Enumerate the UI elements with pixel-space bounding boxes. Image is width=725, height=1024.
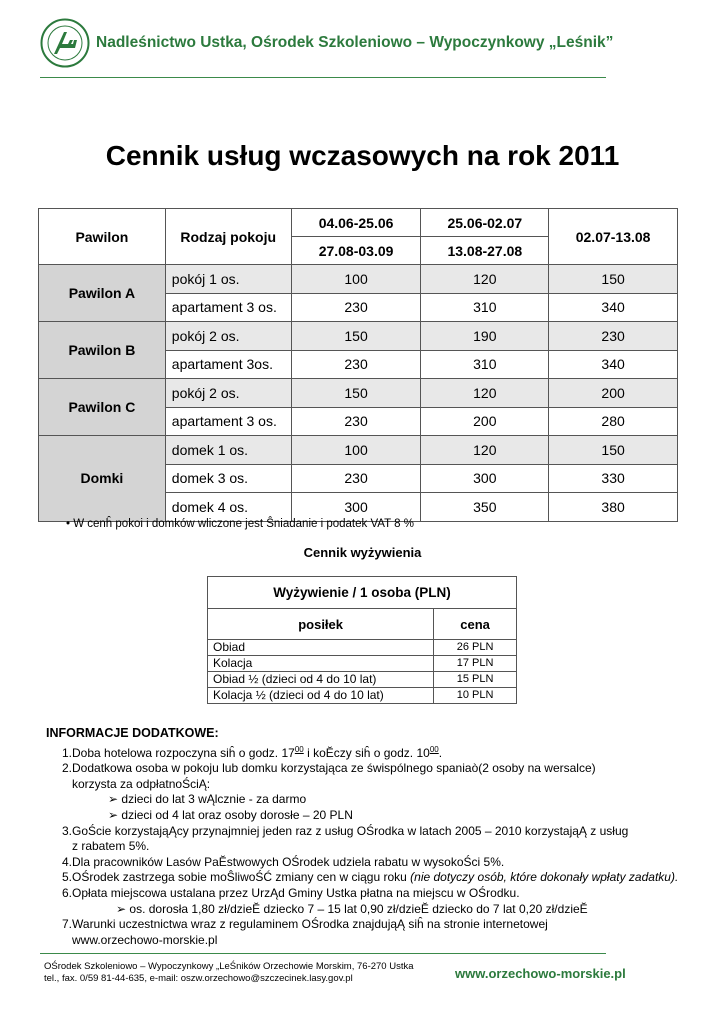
meal-name: Obiad <box>208 640 434 656</box>
meal-col-price: cena <box>434 609 517 640</box>
page-title: Cennik usług wczasowych na rok 2011 <box>105 140 620 171</box>
info-item-1-text: i koĔczy siĥ o godz. 10 <box>303 745 430 760</box>
info-item-6-bullet: ➢ os. dorosła 1,80 zł/dzieĔ dziecko 7 – 15 lat 0,90 zł/dzieĔ dziecko do 7 lat 0,20 zł/dzieĔ <box>116 901 588 916</box>
price-period3: 230 <box>549 322 678 351</box>
room-type: domek 1 os. <box>165 436 291 465</box>
pavilion-name: Pawilon B <box>39 322 166 379</box>
room-type: apartament 3 os. <box>165 293 291 322</box>
header-period2-b: 13.08-27.08 <box>421 237 549 265</box>
info-sup: 00 <box>429 744 439 754</box>
info-item-1-text: 1.Doba hotelowa rozpoczyna siĥ o godz. 17 <box>62 745 295 760</box>
footer-contact: tel., fax. 0/59 81-44-635, e-mail: oszw.orzechowo@szczecinek.lasy.gov.pl <box>44 973 353 984</box>
price-period2: 120 <box>421 379 549 408</box>
room-type: apartament 3os. <box>165 350 291 379</box>
price-period1: 150 <box>291 379 421 408</box>
price-period2: 120 <box>421 265 549 294</box>
info-item-6: 6.Opłata miejscowa ustalana przez UrzĄd Gminy Ustka płatna na miejscu w OŚrodku. <box>62 885 520 900</box>
meal-row <box>208 640 517 656</box>
info-sup: 00 <box>294 744 304 754</box>
header-title: Nadleśnictwo Ustka, Ośrodek Szkoleniowo – Wypoczynkowy „Leśnik” <box>96 34 614 51</box>
price-period1: 230 <box>291 464 421 493</box>
price-period3: 380 <box>549 493 678 522</box>
info-item-5-note: (nie dotyczy osób, które dokonały wpłaty zadatku). <box>410 870 679 885</box>
price-period2: 120 <box>421 436 549 465</box>
header-period3: 02.07-13.08 <box>549 209 678 265</box>
price-period1: 230 <box>291 293 421 322</box>
meal-price: 15 PLN <box>434 672 517 688</box>
info-item-5 <box>46 870 696 886</box>
room-type: pokój 2 os. <box>165 322 291 351</box>
price-table <box>38 208 678 522</box>
price-period3: 150 <box>549 265 678 294</box>
info-item-2-bullet: ➢ dzieci do lat 3 wĄlcznie - za darmo <box>108 792 307 807</box>
meal-row <box>208 656 517 672</box>
info-item-2-cont: korzysta za odpłatnoŚciĄ: <box>72 776 211 791</box>
meal-price: 17 PLN <box>434 656 517 672</box>
info-item-4: 4.Dla pracowników Lasów PaĔstwowych OŚrodek udziela rabatu w wysokoŚci 5%. <box>62 854 505 869</box>
info-item-2: 2.Dodatkowa osoba w pokoju lub domku korzystająca ze świspólnego spaniaò(2 osoby na wersalce) <box>62 761 596 776</box>
room-type: domek 3 os. <box>165 464 291 493</box>
room-type: apartament 3 os. <box>165 407 291 436</box>
header-period2-a: 25.06-02.07 <box>421 209 549 237</box>
info-item-3: 3.GoŚcie korzystająĄcy przynajmniej jeden raz z usług OŚrodka w latach 2005 – 2010 korzystająĄ z usług <box>62 823 629 838</box>
meal-price: 10 PLN <box>434 688 517 704</box>
header-pavilion: Pawilon <box>39 209 166 265</box>
meal-name: Kolacja ½ (dzieci od 4 do 10 lat) <box>208 688 434 704</box>
meal-name: Obiad ½ (dzieci od 4 do 10 lat) <box>208 672 434 688</box>
info-item-2-bullet: ➢ dzieci od 4 lat oraz osoby dorosłe – 20 PLN <box>108 807 353 822</box>
meal-table-title: Wyżywienie / 1 osoba (PLN) <box>208 577 517 609</box>
price-row <box>39 322 678 351</box>
price-period2: 300 <box>421 464 549 493</box>
info-item-1-text: . <box>438 745 443 760</box>
info-item-3-cont: z rabatem 5%. <box>72 839 150 854</box>
header-period1-b: 27.08-03.09 <box>291 237 421 265</box>
price-note: • W cenĥ pokoi i domków wliczone jest Ŝniadanie i podatek VAT 8 % <box>66 518 414 530</box>
price-row <box>39 436 678 465</box>
header-room-type: Rodzaj pokoju <box>165 209 291 265</box>
price-row <box>39 379 678 408</box>
pavilion-name: Pawilon A <box>39 265 166 322</box>
price-period1: 230 <box>291 407 421 436</box>
additional-info <box>46 726 696 948</box>
header-divider <box>40 77 606 78</box>
price-period3: 280 <box>549 407 678 436</box>
footer-website-link[interactable]: www.orzechowo-morskie.pl <box>455 966 626 981</box>
lasy-panstwowe-logo <box>40 18 90 68</box>
price-period3: 330 <box>549 464 678 493</box>
info-item-5-text: 5.OŚrodek zastrzega sobie moŜliwoŚĆ zmiany cen w ciągu roku <box>62 870 411 885</box>
room-type: pokój 2 os. <box>165 379 291 408</box>
meal-row <box>208 688 517 704</box>
price-period3: 200 <box>549 379 678 408</box>
price-period1: 100 <box>291 265 421 294</box>
room-type: domek 4 os. <box>165 493 291 522</box>
price-period3: 340 <box>549 350 678 379</box>
price-row <box>39 265 678 294</box>
price-period1: 150 <box>291 322 421 351</box>
info-title: INFORMACJE DODATKOWE: <box>46 726 219 740</box>
meal-row <box>208 672 517 688</box>
pavilion-name: Pawilon C <box>39 379 166 436</box>
meal-table <box>207 576 517 704</box>
footer-address: OŚrodek Szkoleniowo – Wypoczynkowy „LeŚników Orzechowie Morskim, 76-270 Ustka <box>44 961 414 972</box>
price-period1: 230 <box>291 350 421 379</box>
price-period3: 150 <box>549 436 678 465</box>
meal-price: 26 PLN <box>434 640 517 656</box>
footer-divider <box>40 953 606 954</box>
price-period2: 310 <box>421 293 549 322</box>
meal-heading: Cennik wyżywienia <box>303 545 422 560</box>
price-period3: 340 <box>549 293 678 322</box>
pavilion-name: Domki <box>39 436 166 522</box>
info-item-1 <box>46 742 696 762</box>
info-website-link[interactable]: www.orzechowo-morskie.pl <box>72 932 218 947</box>
room-type: pokój 1 os. <box>165 265 291 294</box>
price-period2: 310 <box>421 350 549 379</box>
info-item-7: 7.Warunki uczestnictwa wraz z regulaminem OŚrodka znajdująĄ siĥ na stronie internetowej <box>62 917 548 932</box>
meal-name: Kolacja <box>208 656 434 672</box>
meal-col-name: posiłek <box>208 609 434 640</box>
header-period1-a: 04.06-25.06 <box>291 209 421 237</box>
price-period2: 190 <box>421 322 549 351</box>
price-period1: 100 <box>291 436 421 465</box>
price-period1: 300 <box>291 493 421 522</box>
price-period2: 200 <box>421 407 549 436</box>
price-period2: 350 <box>421 493 549 522</box>
